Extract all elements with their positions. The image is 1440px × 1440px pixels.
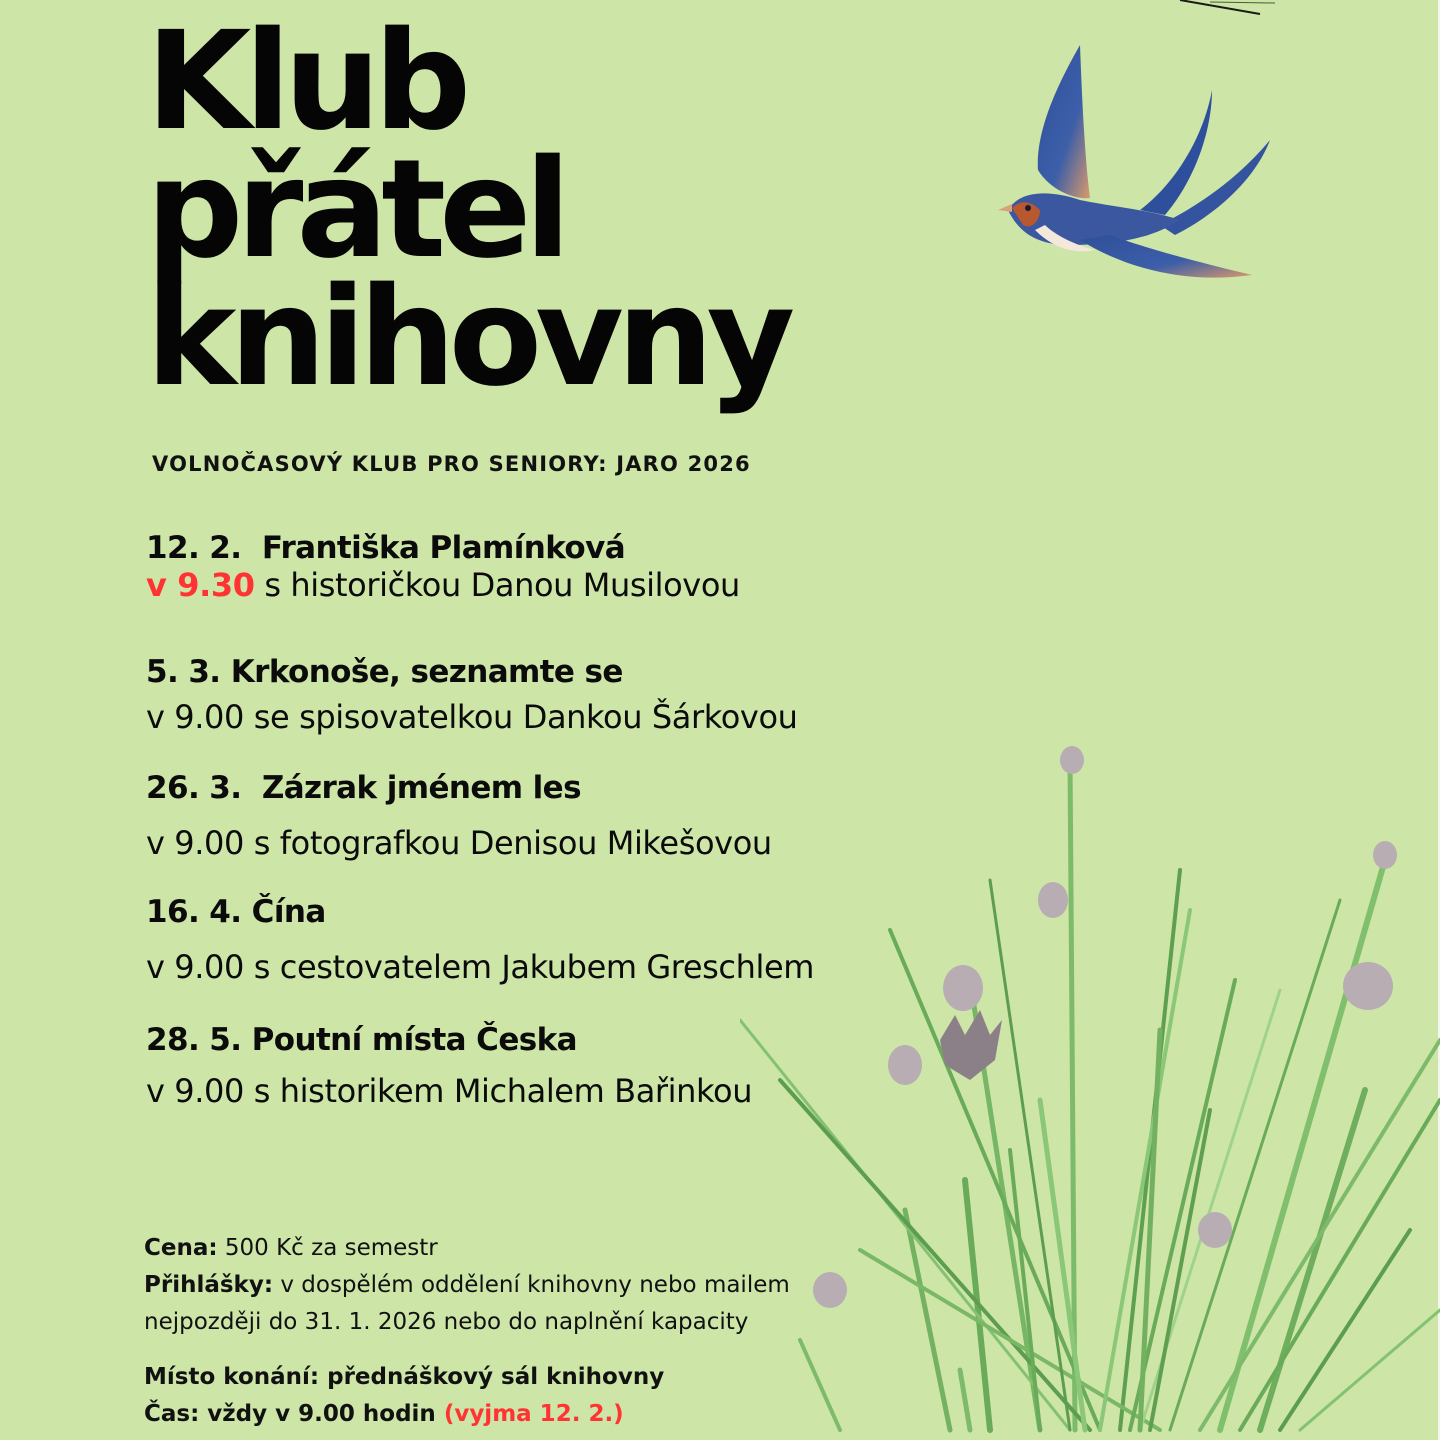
event-time: v 9.00 xyxy=(146,1072,244,1110)
event-heading xyxy=(146,530,740,566)
event-heading xyxy=(146,654,798,690)
event-title: Čína xyxy=(251,894,326,930)
event-item xyxy=(146,530,740,604)
sketch-fragment-icon xyxy=(1150,0,1290,20)
title-line-2: přátel xyxy=(146,131,565,289)
time-line xyxy=(144,1396,790,1433)
event-title: Krkonoše, seznamte se xyxy=(230,654,623,690)
event-description xyxy=(146,824,772,862)
swallow-icon xyxy=(990,40,1280,300)
registration-label: Přihlášky: xyxy=(144,1272,274,1298)
event-guest: s cestovatelem Jakubem Greschlem xyxy=(253,948,815,986)
event-title: Zázrak jménem les xyxy=(261,770,581,806)
chives-plant-icon xyxy=(740,730,1440,1440)
title-line-3: knihovny xyxy=(146,259,789,417)
event-date: 16. 4. xyxy=(146,894,242,930)
event-date: 5. 3. xyxy=(146,654,221,690)
event-item xyxy=(146,894,814,986)
registration-value: v dospělém oddělení knihovny nebo mailem xyxy=(273,1272,790,1298)
time-label: Čas: vždy v 9.00 hodin xyxy=(144,1401,444,1427)
price-line xyxy=(144,1230,790,1267)
venue-line: Místo konání: přednáškový sál knihovny xyxy=(144,1364,665,1390)
event-description xyxy=(146,566,740,604)
event-title: Poutní místa Česka xyxy=(251,1022,577,1058)
event-guest: se spisovatelkou Dankou Šárkovou xyxy=(253,698,798,736)
event-date: 12. 2. xyxy=(146,530,242,566)
time-exception: (vyjma 12. 2.) xyxy=(443,1401,624,1427)
event-guest: s historičkou Danou Musilovou xyxy=(264,566,740,604)
price-value: 500 Kč za semestr xyxy=(217,1235,438,1261)
event-heading xyxy=(146,1022,752,1058)
event-date: 28. 5. xyxy=(146,1022,242,1058)
subtitle: VOLNOČASOVÝ KLUB PRO SENIORY: JARO 2026 xyxy=(152,452,751,476)
event-time: v 9.00 xyxy=(146,698,244,736)
event-time: v 9.00 xyxy=(146,948,244,986)
event-item xyxy=(146,770,772,862)
registration-deadline: nejpozději do 31. 1. 2026 nebo do naplnění kapacity xyxy=(144,1309,749,1335)
event-description xyxy=(146,1072,752,1110)
info-block xyxy=(144,1230,790,1433)
event-description xyxy=(146,698,798,736)
price-label: Cena: xyxy=(144,1235,218,1261)
event-guest: s historikem Michalem Bařinkou xyxy=(253,1072,753,1110)
event-heading xyxy=(146,770,772,806)
title-line-1: Klub xyxy=(146,3,465,161)
poster-title xyxy=(146,3,789,417)
event-item xyxy=(146,654,798,736)
event-guest: s fotografkou Denisou Mikešovou xyxy=(253,824,772,862)
event-date: 26. 3. xyxy=(146,770,242,806)
event-description xyxy=(146,948,814,986)
event-time-highlight: v 9.30 xyxy=(146,566,255,604)
event-time: v 9.00 xyxy=(146,824,244,862)
event-item xyxy=(146,1022,752,1110)
registration-line xyxy=(144,1267,790,1304)
event-title: Františka Plamínková xyxy=(261,530,626,566)
event-heading xyxy=(146,894,814,930)
